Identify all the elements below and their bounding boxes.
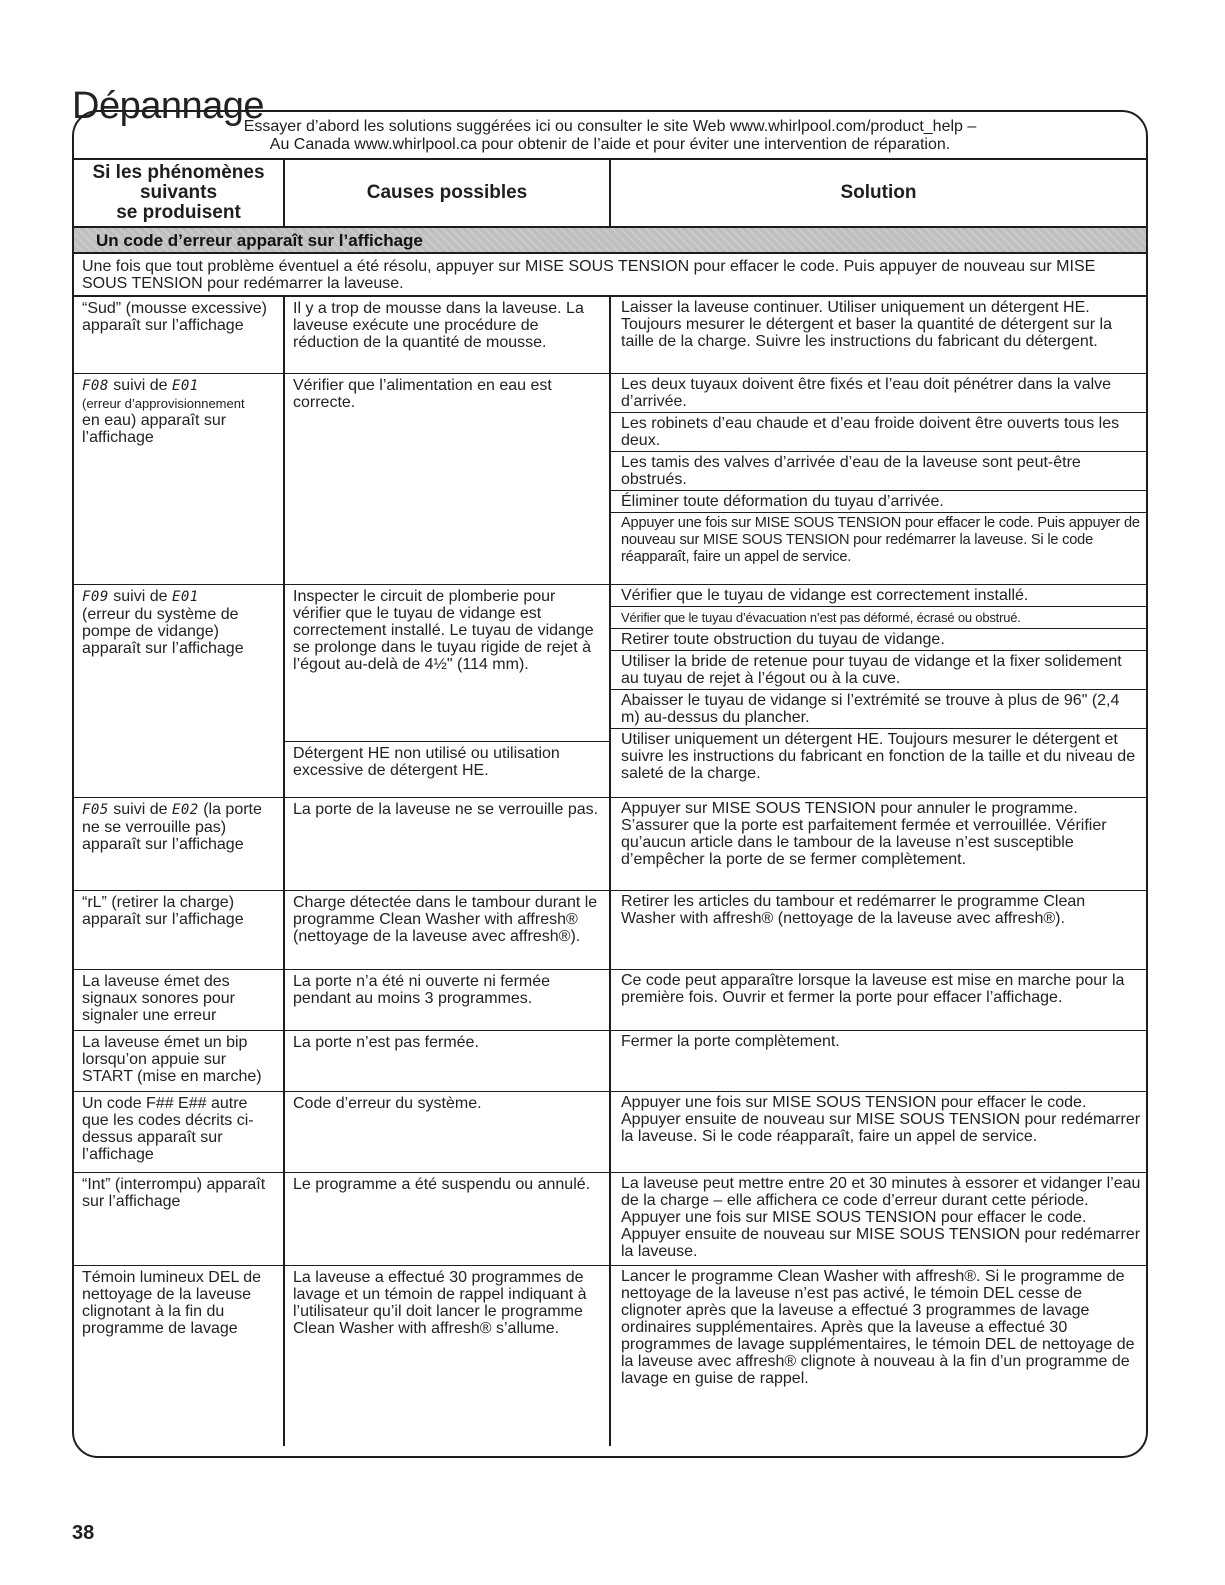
table-row [74,1031,1146,1092]
cause-item: Vérifier que l’alimentation en eau est correcte. [293,377,552,411]
table-row [74,798,1146,891]
solution-cell [609,297,1146,373]
table-row [74,1173,1146,1266]
header-symptom-line: se produisent [116,202,241,223]
causes-cell [283,374,609,584]
symptom-cell: “Int” (interrompu) apparaît sur l’affichage [82,1176,266,1210]
solution-cell [609,1031,1146,1091]
error-code: F05 [82,802,109,818]
cause-item: Charge détectée dans le tambour durant le programme Clean Washer with affresh® (nettoyage de la laveuse avec affresh®). [293,894,598,945]
solution-item: La laveuse peut mettre entre 20 et 30 minutes à essorer et vidanger l’eau de la charge – elle affichera ce code d’erreur durant cette période. Appuyer une fois sur MISE SOUS TENSION pour effacer le code. Appuyer ensuite de nouveau sur MISE SOUS TENSION pour redémarrer la laveuse. [621,1175,1141,1260]
section-title: Un code d’erreur apparaît sur l’affichage [74,228,1146,254]
solution-cell [609,891,1146,969]
intro-text [74,112,1146,160]
solution-cell [609,1173,1146,1265]
symptom-cell: “Sud” (mousse excessive) apparaît sur l’affichage [82,300,267,334]
header-symptom-line: suivants [139,182,218,203]
solution-item: Les tamis des valves d’arrivée d’eau de la laveuse sont peut-être obstrués. [611,451,1146,490]
solution-item: Appuyer une fois sur MISE SOUS TENSION pour effacer le code. Appuyer ensuite de nouveau sur MISE SOUS TENSION pour redémarrer la laveuse. Si le code réapparaît, faire un appel de service. [621,1094,1141,1145]
causes-cell [283,1173,609,1265]
symptom-cell: “rL” (retirer la charge) apparaît sur l’affichage [82,894,244,928]
solution-cell [609,374,1146,584]
solution-item: Lancer le programme Clean Washer with affresh®. Si le programme de nettoyage de la laveuse n’est pas activé, le témoin DEL cesse de clignoter après que la laveuse a effectué 3 programmes de lavage ordinaires supplémentaires. Après que la laveuse a effectué 30 programmes de lavage supplémentaires, le témoin DEL de nettoyage de la laveuse avec affresh® clignote à nouveau à la fin d’un programme de lavage en guise de rappel. [621,1268,1135,1387]
solution-item: Ce code peut apparaître lorsque la laveuse est mise en marche pour la première fois. Ouvrir et fermer la porte pour effacer l’affichage. [621,972,1125,1006]
solution-item: Les deux tuyaux doivent être fixés et l’eau doit pénétrer dans la valve d’arrivée. [621,376,1112,410]
causes-cell [283,297,609,373]
symptom-text: suivi de [113,801,168,818]
cause-item: La porte n’est pas fermée. [293,1034,479,1051]
causes-cell [283,585,609,797]
cause-item: La porte n’a été ni ouverte ni fermée pendant au moins 3 programmes. [293,973,551,1007]
symptom-text: suivi de [113,377,168,394]
solution-item: Appuyer sur MISE SOUS TENSION pour annuler le programme. S’assurer que la porte est parfaitement fermée et verrouillée. Vérifier qu’aucun article dans le tambour de la laveuse n’est susceptible d’empêcher la porte de se fermer complètement. [621,800,1107,868]
symptom-cell [74,798,283,890]
page-number: 38 [72,1522,95,1544]
table-row [74,374,1146,585]
troubleshooting-table [72,110,1148,1458]
error-code: E01 [171,589,199,605]
causes-cell [283,1031,609,1091]
causes-cell [283,1092,609,1172]
intro-line-1: Essayer d’abord les solutions suggérées ici ou consulter le site Web www.whirlpool.com/product_help – [243,118,977,135]
cause-item: Le programme a été suspendu ou annulé. [293,1176,591,1193]
symptom-cell: Un code F## E## autre que les codes décrits ci-dessus apparaît sur l’affichage [82,1095,254,1163]
table-row [74,297,1146,374]
symptom-text: (la porte ne se verrouille pas) apparaît sur l’affichage [82,801,262,853]
solution-item: Utiliser uniquement un détergent HE. Toujours mesurer le détergent et suivre les instructions du fabricant en fonction de la taille et du niveau de saleté de la charge. [611,728,1146,784]
solution-cell [609,1266,1146,1446]
causes-cell [283,970,609,1030]
header-causes: Causes possibles [283,160,609,226]
solution-item: Laisser la laveuse continuer. Utiliser uniquement un détergent HE. Toujours mesurer le détergent et baser la quantité de détergent sur la taille de la charge. Suivre les instructions du fabricant du détergent. [621,299,1112,350]
solution-item: Vérifier que le tuyau de vidange est correctement installé. [621,587,1029,604]
symptom-text: (erreur d’approvisionnement [82,396,245,411]
causes-cell [283,798,609,890]
symptom-cell: La laveuse émet un bip lorsqu’on appuie sur START (mise en marche) [82,1034,262,1085]
symptom-text: (erreur du système de pompe de vidange) apparaît sur l’affichage [82,606,244,657]
table-row [74,1266,1146,1446]
header-symptom [74,160,283,226]
cause-item: Inspecter le circuit de plomberie pour vérifier que le tuyau de vidange est correctement installé. Le tuyau de vidange se prolonge dans le tuyau rigide de rejet à l’égout au-delà de 4½" (114 mm). [293,588,594,673]
section-note: Une fois que tout problème éventuel a été résolu, appuyer sur MISE SOUS TENSION pour effacer le code. Puis appuyer de nouveau sur MISE SOUS TENSION pour redémarrer la laveuse. [74,254,1146,297]
solution-item: Utiliser la bride de retenue pour tuyau de vidange et la fixer solidement au tuyau de rejet à l’égout ou à la cuve. [611,650,1146,689]
symptom-cell [74,585,283,797]
header-solution: Solution [609,160,1146,226]
header-symptom-line: Si les phénomènes [92,162,265,183]
solution-item: Abaisser le tuyau de vidange si l’extrémité se trouve à plus de 96" (2,4 m) au-dessus du plancher. [611,689,1146,728]
solution-item: Vérifier que le tuyau d’évacuation n’est pas déformé, écrasé ou obstrué. [611,606,1146,628]
column-headers [74,160,1146,228]
symptom-text: suivi de [113,588,168,605]
symptom-cell: Témoin lumineux DEL de nettoyage de la laveuse clignotant à la fin du programme de lavage [82,1269,262,1337]
cause-item: Il y a trop de mousse dans la laveuse. La laveuse exécute une procédure de réduction de la quantité de mousse. [293,300,584,351]
solution-item: Éliminer toute déformation du tuyau d’arrivée. [611,490,1146,512]
solution-item: Appuyer une fois sur MISE SOUS TENSION pour effacer le code. Puis appuyer de nouveau sur MISE SOUS TENSION pour redémarrer la laveuse. Si le code réapparaît, faire un appel de service. [611,512,1146,568]
table-row [74,891,1146,970]
error-code: F09 [82,589,109,605]
table-row [74,1092,1146,1173]
error-code: E01 [171,378,199,394]
solution-item: Retirer toute obstruction du tuyau de vidange. [611,628,1146,650]
symptom-text: en eau) apparaît sur l’affichage [82,412,227,446]
table-body [74,297,1146,1446]
cause-item: Détergent HE non utilisé ou utilisation excessive de détergent HE. [285,741,609,782]
cause-item: La laveuse a effectué 30 programmes de lavage et un témoin de rappel indiquant à l’utilisateur qu’il doit lancer le programme Clean Washer with affresh® s’allume. [293,1269,587,1337]
error-code: F08 [82,378,109,394]
solution-item: Retirer les articles du tambour et redémarrer le programme Clean Washer with affresh® (nettoyage de la laveuse avec affresh®). [621,893,1086,927]
table-row [74,585,1146,798]
solution-item: Les robinets d’eau chaude et d’eau froide doivent être ouverts tous les deux. [611,412,1146,451]
solution-cell [609,1092,1146,1172]
symptom-cell: La laveuse émet des signaux sonores pour signaler une erreur [82,973,235,1024]
solution-item: Fermer la porte complètement. [621,1033,840,1050]
error-code: E02 [171,802,199,818]
solution-cell [609,970,1146,1030]
table-row [74,970,1146,1031]
cause-item: Code d’erreur du système. [293,1095,482,1112]
cause-item: La porte de la laveuse ne se verrouille pas. [293,801,599,818]
solution-cell [609,798,1146,890]
page-title: Dépannage [72,85,265,128]
causes-cell [283,891,609,969]
causes-cell [283,1266,609,1446]
intro-line-2: Au Canada www.whirlpool.ca pour obtenir de l’aide et pour éviter une intervention de réparation. [269,136,951,153]
symptom-cell [74,374,283,584]
solution-cell [609,585,1146,797]
